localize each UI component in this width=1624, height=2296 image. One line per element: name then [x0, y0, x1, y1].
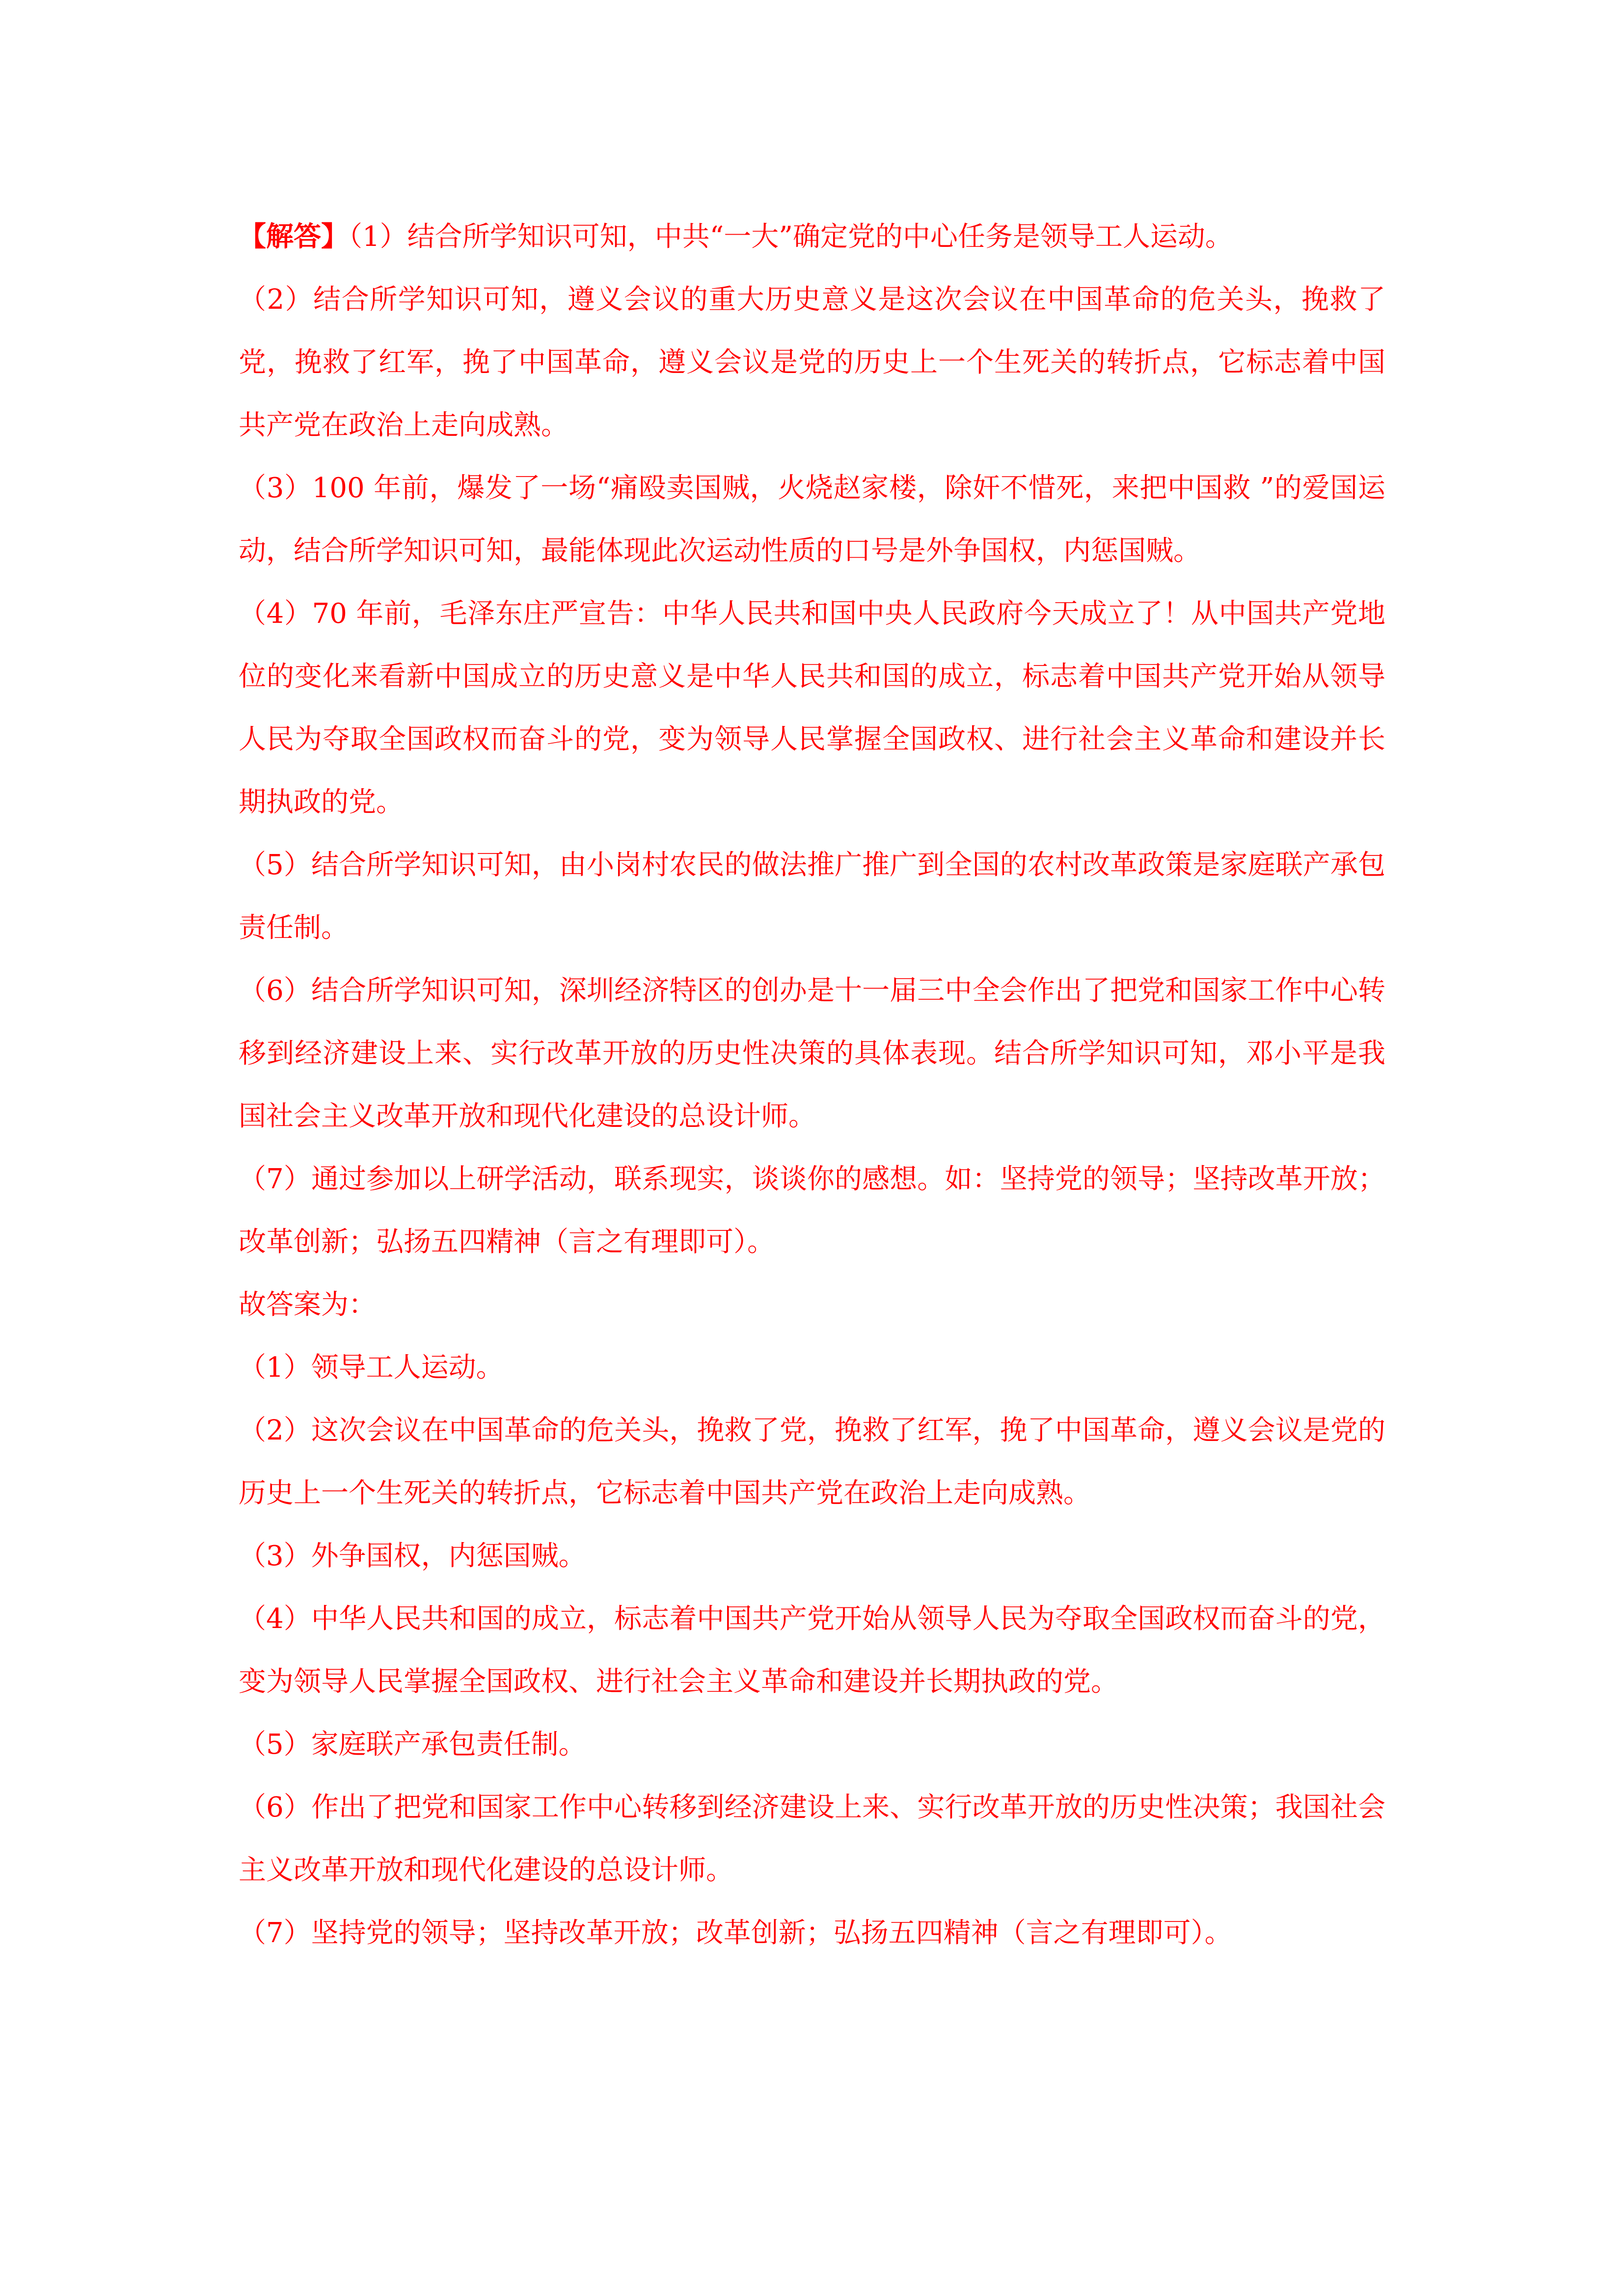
answer-paragraph-2: （2）结合所学知识可知，遵义会议的重大历史意义是这次会议在中国革命的危关头，挽救了党，挽救了红军，挽了中国革命，遵义会议是党的历史上一个生死关的转折点，它标志着中国共产党在政治上走向成熟。 [239, 284, 1385, 441]
answer-paragraph-5: （5）结合所学知识可知，由小岗村农民的做法推广推广到全国的农村改革政策是家庭联产承包责任制。 [239, 849, 1385, 944]
final-paragraph-6: （6）作出了把党和国家工作中心转移到经济建设上来、实行改革开放的历史性决策；我国社会主义改革开放和现代化建设的总设计师。 [239, 1791, 1385, 1886]
final-paragraph-2: （2）这次会议在中国革命的危关头，挽救了党，挽救了红军，挽了中国革命，遵义会议是党的历史上一个生死关的转折点，它标志着中国共产党在政治上走向成熟。 [239, 1415, 1385, 1509]
answer-paragraph-1 [239, 205, 1385, 268]
answer-paragraph-6: （6）结合所学知识可知，深圳经济特区的创办是十一届三中全会作出了把党和国家工作中心转移到经济建设上来、实行改革开放的历史性决策的具体表现。结合所学知识可知，邓小平是我国社会主义改革开放和现代化建设的总设计师。 [239, 975, 1385, 1132]
final-paragraph-5: （5）家庭联产承包责任制。 [239, 1729, 586, 1761]
final-paragraph-4: （4）中华人民共和国的成立，标志着中国共产党开始从领导人民为夺取全国政权而奋斗的党，变为领导人民掌握全国政权、进行社会主义革命和建设并长期执政的党。 [239, 1603, 1385, 1698]
answer-paragraph-4: （4）70 年前，毛泽东庄严宣告：中华人民共和国中央人民政府今天成立了！从中国共产党地位的变化来看新中国成立的历史意义是中华人民共和国的成立，标志着中国共产党开始从领导人民为夺取全国政权而奋斗的党，变为领导人民掌握全国政权、进行社会主义革命和建设并长期执政的党。 [239, 598, 1385, 818]
final-paragraph-3: （3）外争国权，内惩国贼。 [239, 1540, 586, 1572]
answer-content [239, 205, 1385, 1965]
final-paragraph-7: （7）坚持党的领导；坚持改革开放；改革创新；弘扬五四精神（言之有理即可）。 [239, 1917, 1232, 1949]
final-paragraph-1: （1）领导工人运动。 [239, 1352, 504, 1384]
answer-label: 【解答】 [239, 220, 349, 253]
answer-paragraph-7: （7）通过参加以上研学活动，联系现实，谈谈你的感想。如：坚持党的领导；坚持改革开放；改革创新；弘扬五四精神（言之有理即可）。 [239, 1163, 1385, 1258]
answer-paragraph-3: （3）100 年前，爆发了一场“痛殴卖国贼，火烧赵家楼，除奸不惜死，来把中国救 ”的爱国运动，结合所学知识可知，最能体现此次运动性质的口号是外争国权，内惩国贼。 [239, 472, 1386, 567]
answer-text-1: （1）结合所学知识可知，中共“一大”确定党的中心任务是领导工人运动。 [349, 221, 1233, 253]
final-heading: 故答案为： [239, 1289, 376, 1321]
